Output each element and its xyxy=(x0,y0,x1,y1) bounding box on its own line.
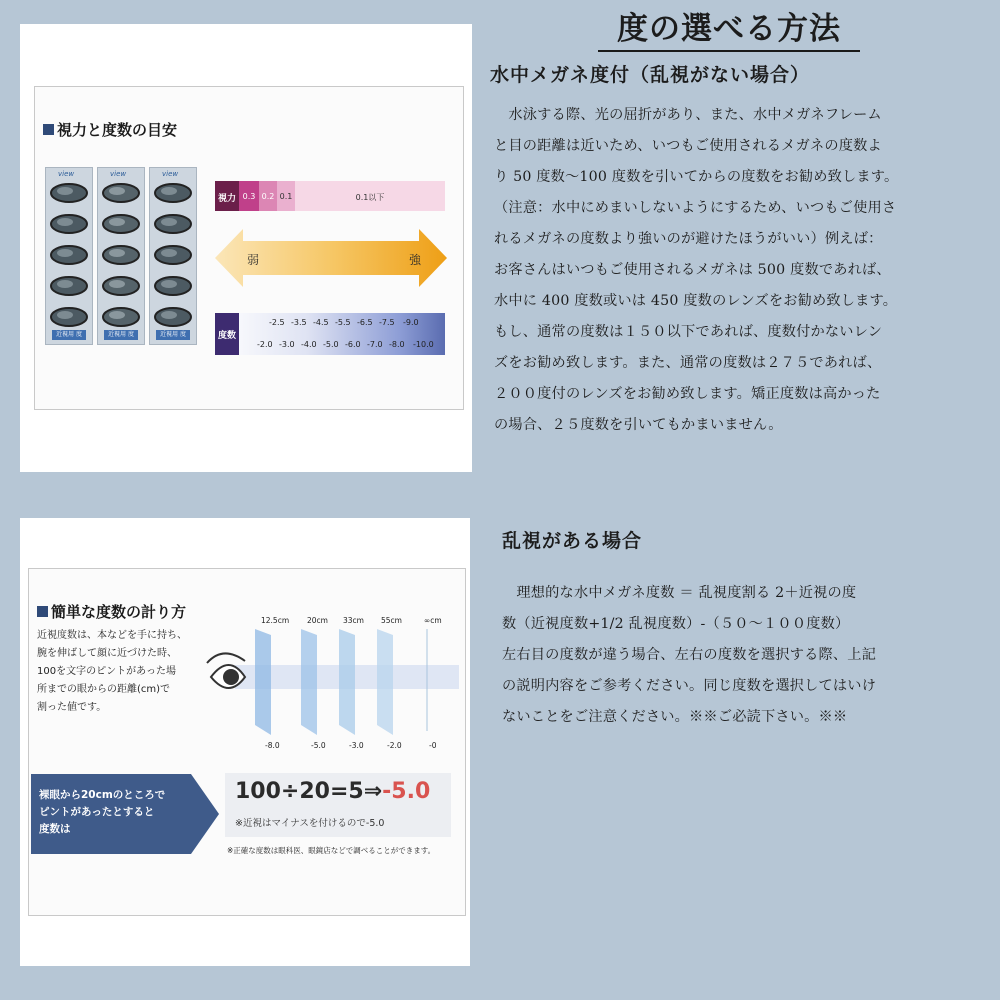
degree-value: -3.0 xyxy=(279,340,295,349)
body-line: れるメガネの度数より強いのが避けたほうがいい）例えば： xyxy=(494,231,883,247)
goggle-lens-icon xyxy=(49,244,89,266)
distance-label: 55cm xyxy=(381,616,402,625)
vision-label: 視力 xyxy=(217,194,236,204)
body-line: 理想的な水中メガネ度数 ＝ 乱視度割る 2＋近視の度 xyxy=(502,585,857,601)
degree-value: -4.5 xyxy=(313,318,329,327)
goggle-lens-icon xyxy=(153,213,193,235)
card-tag: 近視用 度 xyxy=(52,330,86,340)
square-bullet-icon xyxy=(43,124,54,135)
distance-label: 33cm xyxy=(343,616,364,625)
degree-value: -7.5 xyxy=(379,318,395,327)
degree-value: -8.0 xyxy=(389,340,405,349)
degree-value: -2.0 xyxy=(257,340,273,349)
measure-frame xyxy=(28,568,466,916)
goggle-lens-icon xyxy=(101,306,141,328)
formula xyxy=(235,779,430,804)
distance-label: 12.5cm xyxy=(261,616,290,625)
goggle-lens-icon xyxy=(101,275,141,297)
degree-value: -2.5 xyxy=(269,318,285,327)
vision-value: 0.2 xyxy=(261,192,275,201)
formula-box xyxy=(225,773,451,837)
degree-value: -2.0 xyxy=(387,741,402,750)
vision-chart-frame xyxy=(34,86,464,410)
eye-icon xyxy=(207,653,245,688)
goggle-card xyxy=(97,167,145,345)
goggle-lens-icon xyxy=(49,182,89,204)
vision-degree-chart-image xyxy=(20,24,472,472)
body-line: お客さんはいつもご使用されるメガネは 500 度数であれば、 xyxy=(494,262,891,278)
vision-value: 0.1 xyxy=(279,192,293,201)
degree-value: -5.0 xyxy=(323,340,339,349)
degree-value: -5.5 xyxy=(335,318,351,327)
goggle-lens-icon xyxy=(49,306,89,328)
body-line: ズをお勧め致します。また、通常の度数は２７５であれば、 xyxy=(494,355,882,371)
measure-title: 簡単な度数の計り方 xyxy=(37,601,186,622)
goggle-lens-icon xyxy=(153,275,193,297)
body-line: ないことをご注意ください。※※ご必読下さい。※※ xyxy=(502,709,848,725)
goggle-lens-icon xyxy=(101,213,141,235)
eye-distance-diagram xyxy=(205,627,461,737)
card-brand: view xyxy=(162,170,179,178)
strong-label: 強 xyxy=(409,253,422,267)
body-line: ２００度付のレンズをお勧め致します。矯正度数は高かった xyxy=(494,386,881,402)
body-line: 左右目の度数が違う場合、左右の度数を選択する際、上記 xyxy=(502,647,877,663)
vision-value: 0.3 xyxy=(242,192,256,201)
distance-label: ∞cm xyxy=(424,616,442,625)
weak-label: 弱 xyxy=(247,253,260,267)
formula-main: 100÷20=5⇒ xyxy=(235,779,383,804)
goggle-lens-icon xyxy=(153,182,193,204)
body-line: 水中に 400 度数或いは 450 度数のレンズをお勧め致します。 xyxy=(494,293,898,309)
body-line: （注意：水中にめまいしないようにするため、いつもご使用さ xyxy=(494,200,897,216)
card-brand: view xyxy=(110,170,127,178)
footnote: ※正確な度数は眼科医、眼鏡店などで調べることができます。 xyxy=(227,846,436,855)
formula-note: ※近視はマイナスを付けるので-5.0 xyxy=(235,818,385,829)
degree-value: -4.0 xyxy=(301,340,317,349)
measure-description: 近視度数は、本などを手に持ち、 腕を伸ばして顔に近づけた時、 100を文字のピントがあった場 所までの眼からの距離(cm)で 割った値です。 xyxy=(37,630,187,713)
section2-heading: 乱視がある場合 xyxy=(502,530,643,552)
body-line: 水泳する際、光の屈折があり、また、水中メガネフレーム xyxy=(494,107,882,123)
card-brand: view xyxy=(58,170,75,178)
goggle-lens-icon xyxy=(101,182,141,204)
degree-value: -9.0 xyxy=(403,318,419,327)
distance-label: 20cm xyxy=(307,616,328,625)
goggle-lens-icon xyxy=(101,244,141,266)
vision-chart-title: 視力と度数の目安 xyxy=(43,119,177,140)
degree-value: -6.5 xyxy=(357,318,373,327)
degree-value: -8.0 xyxy=(265,741,280,750)
body-line: の場合、２５度数を引いてもかまいません。 xyxy=(494,417,783,433)
page-title: 度の選べる方法 xyxy=(598,8,860,52)
degree-value: -7.0 xyxy=(367,340,383,349)
section1-body xyxy=(494,100,898,441)
goggle-lens-icon xyxy=(153,306,193,328)
card-tag: 近視用 度 xyxy=(156,330,190,340)
section1-heading: 水中メガネ度付（乱視がない場合） xyxy=(490,64,811,86)
body-line: もし、通常の度数は１５０以下であれば、度数付かないレン xyxy=(494,324,883,340)
body-line: と目の距離は近いため、いつもご使用されるメガネの度数よ xyxy=(494,138,882,154)
degree-value: -5.0 xyxy=(311,741,326,750)
goggle-lens-icon xyxy=(49,213,89,235)
body-line: り 50 度数～100 度数を引いてからの度数をお勧め致します。 xyxy=(494,169,899,185)
vision-row xyxy=(215,181,445,211)
degree-value: -3.0 xyxy=(349,741,364,750)
section2-body xyxy=(502,578,876,733)
goggle-lens-icon xyxy=(49,275,89,297)
measure-degree-image xyxy=(20,518,470,966)
goggle-card xyxy=(45,167,93,345)
example-text: 裸眼から20cmのところで ピントがあったとすると 度数は xyxy=(39,789,166,835)
body-line: の説明内容をご参考ください。同じ度数を選択してはいけ xyxy=(502,678,877,694)
goggle-card xyxy=(149,167,197,345)
card-tag: 近視用 度 xyxy=(104,330,138,340)
vision-value: 0.1以下 xyxy=(355,193,385,202)
degree-value: -0 xyxy=(429,741,437,750)
body-line: 数（近視度数+1/2 乱視度数）-（５０～１００度数） xyxy=(502,616,850,632)
square-bullet-icon xyxy=(37,606,48,617)
degree-value: -6.0 xyxy=(345,340,361,349)
degree-value: -10.0 xyxy=(413,340,434,349)
goggle-lens-icon xyxy=(153,244,193,266)
formula-result: -5.0 xyxy=(382,779,431,804)
degree-label: 度数 xyxy=(217,331,236,341)
degree-value: -3.5 xyxy=(291,318,307,327)
